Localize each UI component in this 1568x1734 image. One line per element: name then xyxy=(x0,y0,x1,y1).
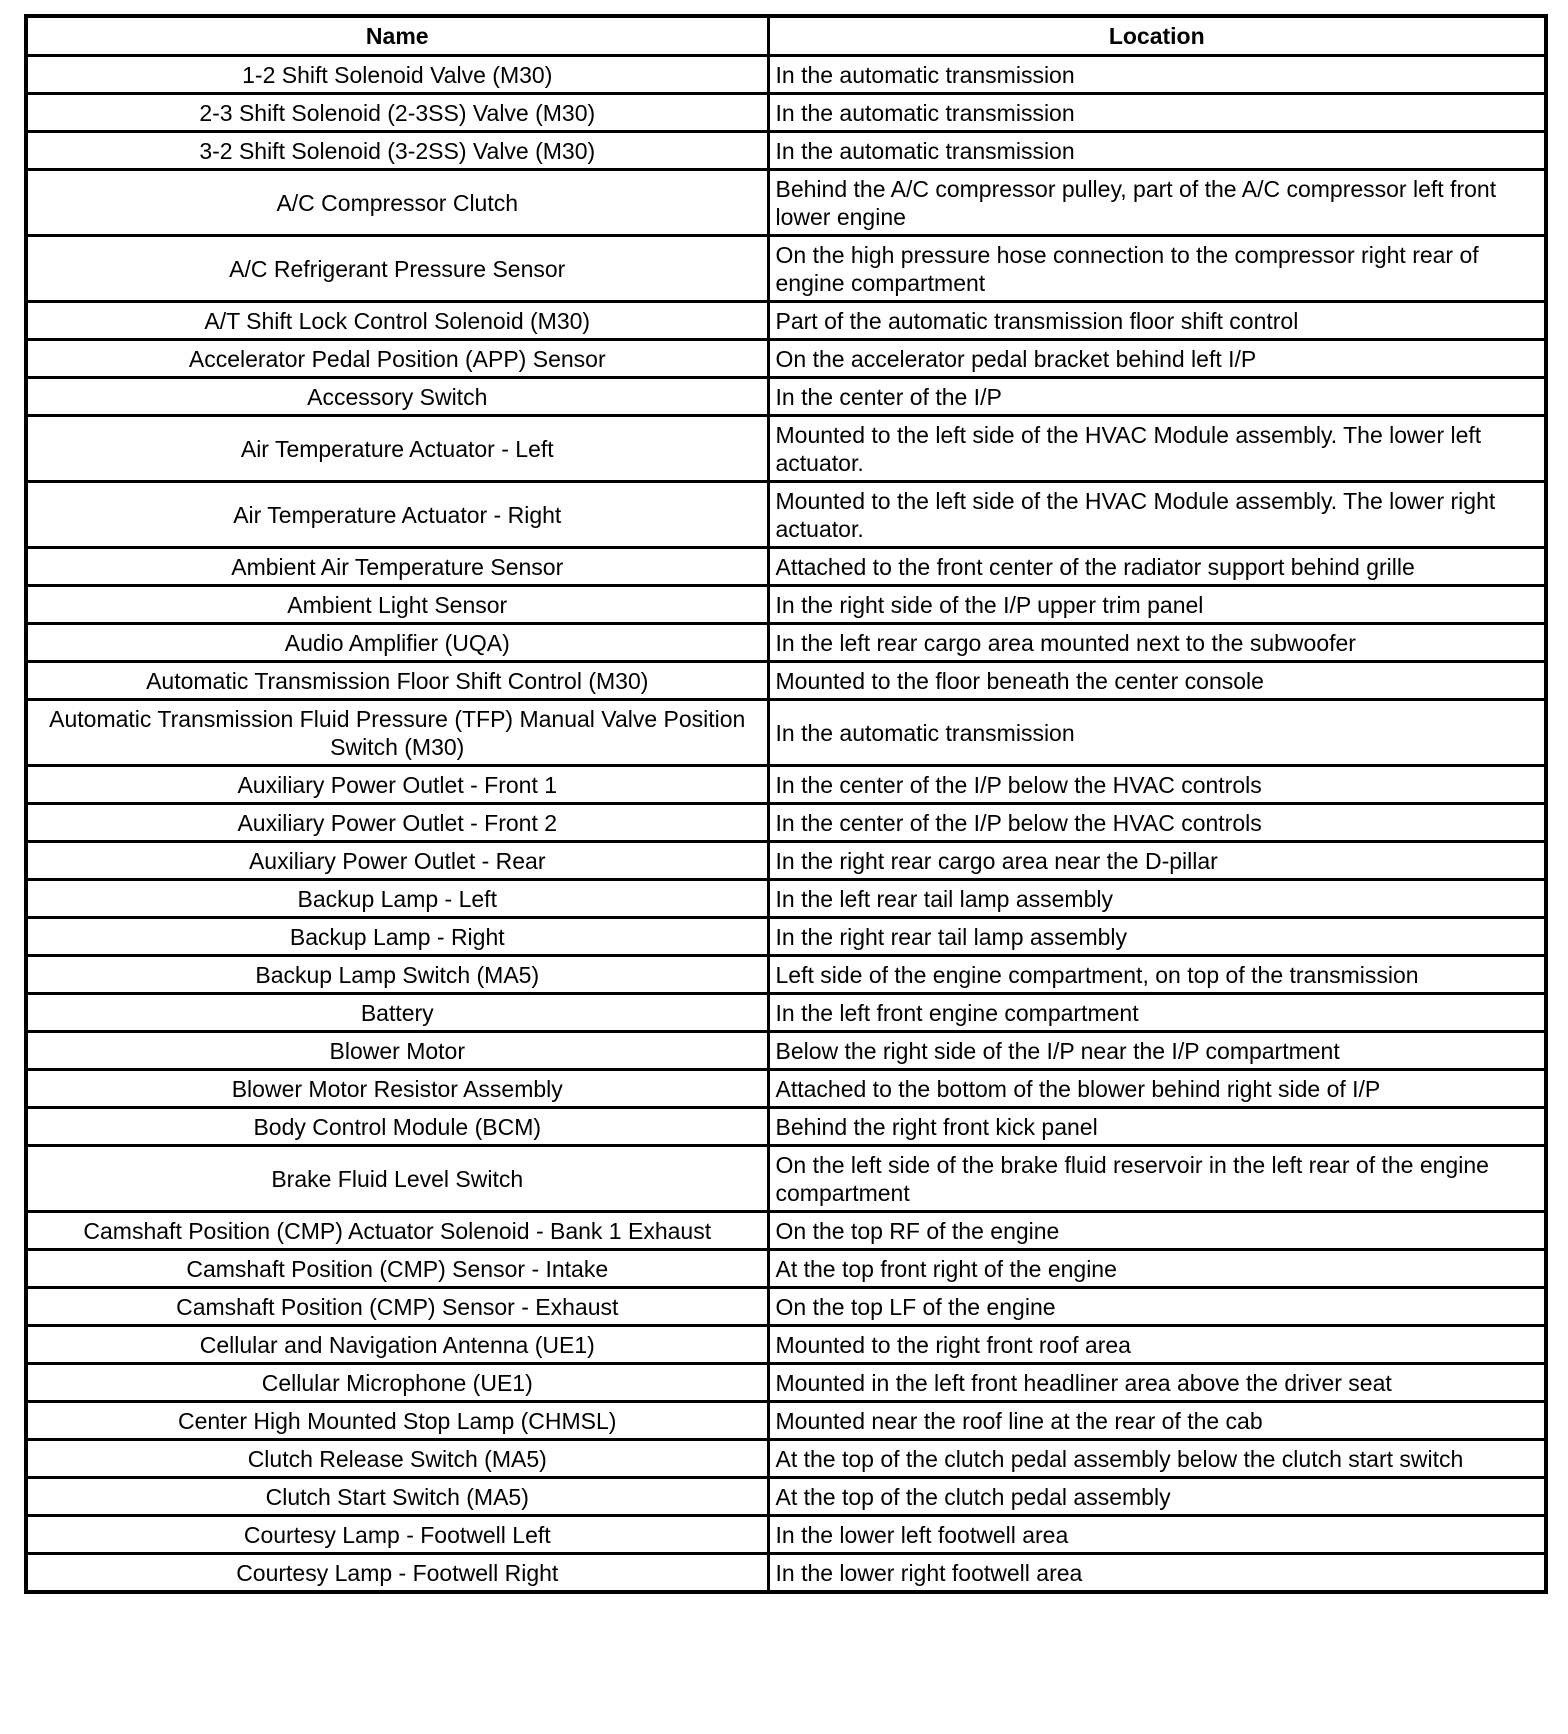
component-location: On the high pressure hose connection to the compressor right rear of engine compartment xyxy=(768,236,1546,302)
component-location: Mounted in the left front headliner area above the driver seat xyxy=(768,1364,1546,1402)
table-row xyxy=(26,302,1546,340)
component-name: Ambient Light Sensor xyxy=(26,586,768,624)
table-row xyxy=(26,132,1546,170)
component-name: Auxiliary Power Outlet - Rear xyxy=(26,842,768,880)
component-name: Backup Lamp - Left xyxy=(26,880,768,918)
component-location: At the top of the clutch pedal assembly below the clutch start switch xyxy=(768,1440,1546,1478)
table-row xyxy=(26,1032,1546,1070)
component-location: Left side of the engine compartment, on top of the transmission xyxy=(768,956,1546,994)
component-name: Camshaft Position (CMP) Sensor - Exhaust xyxy=(26,1288,768,1326)
table-row xyxy=(26,378,1546,416)
component-location: Part of the automatic transmission floor shift control xyxy=(768,302,1546,340)
component-location: At the top front right of the engine xyxy=(768,1250,1546,1288)
table-row xyxy=(26,416,1546,482)
component-name: Body Control Module (BCM) xyxy=(26,1108,768,1146)
component-name: Center High Mounted Stop Lamp (CHMSL) xyxy=(26,1402,768,1440)
column-header-location: Location xyxy=(768,16,1546,56)
table-row xyxy=(26,700,1546,766)
component-name: Clutch Release Switch (MA5) xyxy=(26,1440,768,1478)
component-name: Audio Amplifier (UQA) xyxy=(26,624,768,662)
component-location: Mounted to the floor beneath the center console xyxy=(768,662,1546,700)
component-location: In the left rear cargo area mounted next to the subwoofer xyxy=(768,624,1546,662)
component-locator-table xyxy=(24,14,1548,1594)
component-location: Mounted to the left side of the HVAC Module assembly. The lower right actuator. xyxy=(768,482,1546,548)
component-name: Battery xyxy=(26,994,768,1032)
component-name: Backup Lamp Switch (MA5) xyxy=(26,956,768,994)
component-name: Backup Lamp - Right xyxy=(26,918,768,956)
table-row xyxy=(26,880,1546,918)
component-name: Ambient Air Temperature Sensor xyxy=(26,548,768,586)
component-location: On the accelerator pedal bracket behind left I/P xyxy=(768,340,1546,378)
component-name: Auxiliary Power Outlet - Front 1 xyxy=(26,766,768,804)
table-row xyxy=(26,482,1546,548)
table-row xyxy=(26,236,1546,302)
component-location: In the center of the I/P xyxy=(768,378,1546,416)
table-row xyxy=(26,586,1546,624)
component-name: Cellular and Navigation Antenna (UE1) xyxy=(26,1326,768,1364)
component-location: Mounted to the left side of the HVAC Module assembly. The lower left actuator. xyxy=(768,416,1546,482)
table-row xyxy=(26,56,1546,94)
table-row xyxy=(26,548,1546,586)
component-name: Courtesy Lamp - Footwell Left xyxy=(26,1516,768,1554)
table-row xyxy=(26,804,1546,842)
component-name: Automatic Transmission Fluid Pressure (TFP) Manual Valve Position Switch (M30) xyxy=(26,700,768,766)
table-row xyxy=(26,766,1546,804)
component-location: On the left side of the brake fluid reservoir in the left rear of the engine compartment xyxy=(768,1146,1546,1212)
component-location: Mounted to the right front roof area xyxy=(768,1326,1546,1364)
table-row xyxy=(26,662,1546,700)
table-row xyxy=(26,1364,1546,1402)
component-name: Blower Motor Resistor Assembly xyxy=(26,1070,768,1108)
component-location: Below the right side of the I/P near the I/P compartment xyxy=(768,1032,1546,1070)
component-location: Mounted near the roof line at the rear of the cab xyxy=(768,1402,1546,1440)
table-row xyxy=(26,1070,1546,1108)
component-location: In the right rear tail lamp assembly xyxy=(768,918,1546,956)
component-location: In the left rear tail lamp assembly xyxy=(768,880,1546,918)
component-location: In the lower right footwell area xyxy=(768,1554,1546,1593)
table-row xyxy=(26,94,1546,132)
table-row xyxy=(26,918,1546,956)
component-location: Attached to the bottom of the blower behind right side of I/P xyxy=(768,1070,1546,1108)
component-name: Clutch Start Switch (MA5) xyxy=(26,1478,768,1516)
table-row xyxy=(26,956,1546,994)
component-name: A/C Refrigerant Pressure Sensor xyxy=(26,236,768,302)
table-row xyxy=(26,1440,1546,1478)
component-name: Automatic Transmission Floor Shift Control (M30) xyxy=(26,662,768,700)
component-location: On the top RF of the engine xyxy=(768,1212,1546,1250)
component-name: Cellular Microphone (UE1) xyxy=(26,1364,768,1402)
component-name: A/C Compressor Clutch xyxy=(26,170,768,236)
table-row xyxy=(26,1212,1546,1250)
component-location: In the automatic transmission xyxy=(768,700,1546,766)
component-name: Blower Motor xyxy=(26,1032,768,1070)
table-row xyxy=(26,170,1546,236)
component-location: At the top of the clutch pedal assembly xyxy=(768,1478,1546,1516)
table-row xyxy=(26,1516,1546,1554)
table-row xyxy=(26,1326,1546,1364)
component-name: A/T Shift Lock Control Solenoid (M30) xyxy=(26,302,768,340)
table-row xyxy=(26,1288,1546,1326)
table-row xyxy=(26,1478,1546,1516)
table-row xyxy=(26,1402,1546,1440)
component-name: 2-3 Shift Solenoid (2-3SS) Valve (M30) xyxy=(26,94,768,132)
component-location: On the top LF of the engine xyxy=(768,1288,1546,1326)
component-location: In the right side of the I/P upper trim panel xyxy=(768,586,1546,624)
table-row xyxy=(26,1146,1546,1212)
table-row xyxy=(26,340,1546,378)
table-row xyxy=(26,842,1546,880)
column-header-name: Name xyxy=(26,16,768,56)
component-location: In the automatic transmission xyxy=(768,132,1546,170)
table-header-row xyxy=(26,16,1546,56)
component-name: Camshaft Position (CMP) Sensor - Intake xyxy=(26,1250,768,1288)
component-location: In the left front engine compartment xyxy=(768,994,1546,1032)
component-name: Air Temperature Actuator - Left xyxy=(26,416,768,482)
component-name: Brake Fluid Level Switch xyxy=(26,1146,768,1212)
component-name: 1-2 Shift Solenoid Valve (M30) xyxy=(26,56,768,94)
table-row xyxy=(26,994,1546,1032)
component-name: 3-2 Shift Solenoid (3-2SS) Valve (M30) xyxy=(26,132,768,170)
table-row xyxy=(26,1554,1546,1593)
table-row xyxy=(26,1250,1546,1288)
component-name: Accessory Switch xyxy=(26,378,768,416)
table-row xyxy=(26,624,1546,662)
component-location: Attached to the front center of the radiator support behind grille xyxy=(768,548,1546,586)
component-location: In the center of the I/P below the HVAC controls xyxy=(768,804,1546,842)
component-location: Behind the right front kick panel xyxy=(768,1108,1546,1146)
component-location: In the automatic transmission xyxy=(768,94,1546,132)
component-location: In the right rear cargo area near the D-pillar xyxy=(768,842,1546,880)
component-name: Air Temperature Actuator - Right xyxy=(26,482,768,548)
component-name: Camshaft Position (CMP) Actuator Solenoid - Bank 1 Exhaust xyxy=(26,1212,768,1250)
component-location: In the lower left footwell area xyxy=(768,1516,1546,1554)
component-name: Auxiliary Power Outlet - Front 2 xyxy=(26,804,768,842)
component-name: Courtesy Lamp - Footwell Right xyxy=(26,1554,768,1593)
document-page xyxy=(24,14,1544,1594)
component-name: Accelerator Pedal Position (APP) Sensor xyxy=(26,340,768,378)
component-location: In the automatic transmission xyxy=(768,56,1546,94)
table-row xyxy=(26,1108,1546,1146)
component-location: In the center of the I/P below the HVAC controls xyxy=(768,766,1546,804)
component-location: Behind the A/C compressor pulley, part of the A/C compressor left front lower engine xyxy=(768,170,1546,236)
